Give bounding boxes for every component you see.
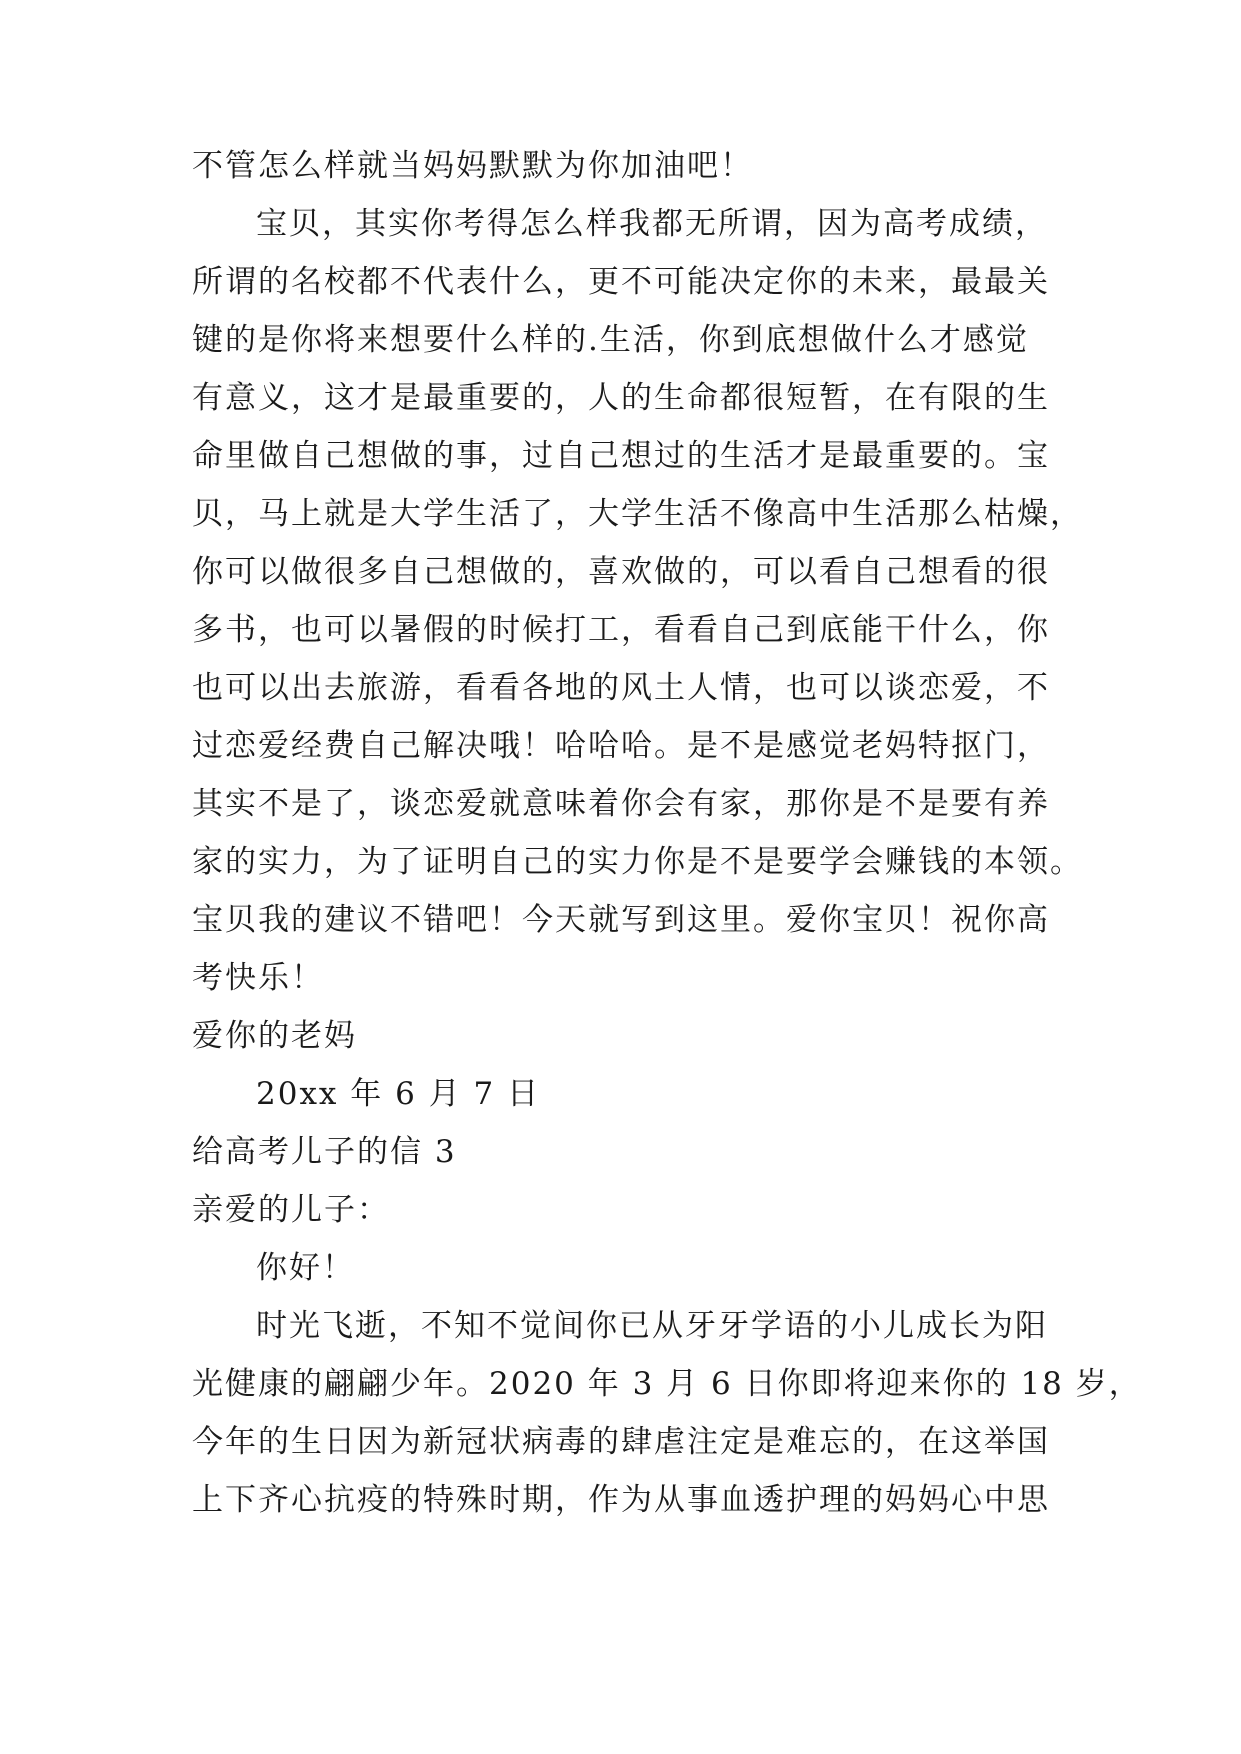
paragraph-start-line: 宝贝，其实你考得怎么样我都无所谓，因为高考成绩， xyxy=(256,206,1048,242)
greeting-line: 你好！ xyxy=(256,1250,355,1286)
text-line: 贝，马上就是大学生活了，大学生活不像高中生活那么枯燥， xyxy=(192,496,1083,532)
text-line: 家的实力，为了证明自己的实力你是不是要学会赚钱的本领。 xyxy=(192,844,1083,880)
salutation-line: 亲爱的儿子： xyxy=(192,1192,390,1228)
paragraph-start-line: 时光飞逝，不知不觉间你已从牙牙学语的小儿成长为阳 xyxy=(256,1308,1048,1344)
text-line: 光健康的翩翩少年。2020 年 3 月 6 日你即将迎来你的 18 岁， xyxy=(192,1366,1142,1402)
signature-line: 爱你的老妈 xyxy=(192,1018,357,1054)
text-line: 你可以做很多自己想做的，喜欢做的，可以看自己想看的很 xyxy=(192,554,1050,590)
text-line: 今年的生日因为新冠状病毒的肆虐注定是难忘的，在这举国 xyxy=(192,1424,1050,1460)
text-line: 所谓的名校都不代表什么，更不可能决定你的未来，最最关 xyxy=(192,264,1050,300)
text-line: 也可以出去旅游，看看各地的风土人情，也可以谈恋爱，不 xyxy=(192,670,1050,706)
text-line: 过恋爱经费自己解决哦！哈哈哈。是不是感觉老妈特抠门， xyxy=(192,728,1050,764)
date-line: 20xx 年 6 月 7 日 xyxy=(256,1076,541,1112)
text-line: 考快乐！ xyxy=(192,960,324,996)
text-line: 命里做自己想做的事，过自己想过的生活才是最重要的。宝 xyxy=(192,438,1050,474)
text-line: 有意义，这才是最重要的，人的生命都很短暂，在有限的生 xyxy=(192,380,1050,416)
text-line: 不管怎么样就当妈妈默默为你加油吧！ xyxy=(192,148,753,184)
text-line: 多书，也可以暑假的时候打工，看看自己到底能干什么，你 xyxy=(192,612,1050,648)
section-title: 给高考儿子的信 3 xyxy=(192,1134,457,1170)
text-line: 其实不是了，谈恋爱就意味着你会有家，那你是不是要有养 xyxy=(192,786,1050,822)
text-line: 键的是你将来想要什么样的.生活，你到底想做什么才感觉 xyxy=(192,322,1029,358)
text-line: 宝贝我的建议不错吧！今天就写到这里。爱你宝贝！祝你高 xyxy=(192,902,1050,938)
text-line: 上下齐心抗疫的特殊时期，作为从事血透护理的妈妈心中思 xyxy=(192,1482,1050,1518)
